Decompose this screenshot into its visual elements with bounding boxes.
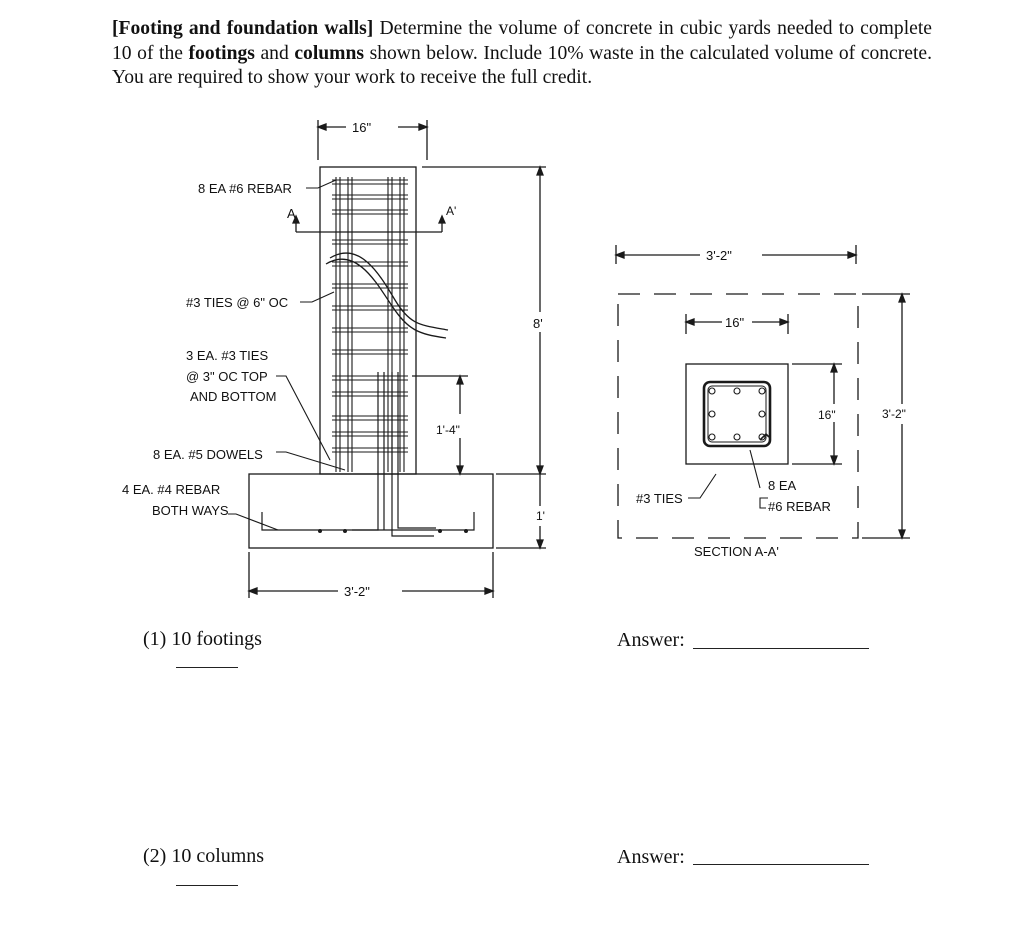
column-outline [320,167,416,474]
column-ties [332,180,408,452]
section-column-width-text: 16" [725,315,745,330]
top-bottom-ties-line3: AND BOTTOM [190,389,277,404]
section-footing-width-text: 3'-2" [706,248,732,263]
question-1-label: (1) 10 footings [143,628,262,650]
answer-1-label: Answer: [617,629,685,651]
footing-depth-text: 1' [536,509,545,523]
section-column-width-dimension [686,314,788,334]
column-width-text: 16" [352,120,372,135]
footing-bottom-rebar [262,512,474,533]
section-footing-depth-dimension [862,294,910,538]
problem-text-3: shown below. Include 10% waste in the calculated volume of concrete. You are required to show your work to receive the full credit. [112,42,932,88]
section-title: SECTION A-A' [694,544,779,559]
vertical-rebar-label: 8 EA #6 REBAR [198,181,292,196]
section-view [616,245,910,559]
question-1-work-line [176,667,238,668]
section-leaders [688,450,768,508]
footing-rebar-line2: BOTH WAYS [152,503,229,518]
section-column-depth-text: 16" [818,408,836,422]
section-column-depth-dimension [792,364,842,464]
section-column-outline [686,364,788,464]
column-width-dimension [318,120,427,160]
top-bottom-ties-line1: 3 EA. #3 TIES [186,348,269,363]
footing-rebar-line1: 4 EA. #4 REBAR [122,482,221,497]
footing-width-text: 3'-2" [344,584,370,599]
problem-text-1: Determine the volume of concrete in cubic yards needed to complete 10 of the [112,18,932,64]
answer-2-blank[interactable] [693,864,869,865]
section-footing-width-dimension [616,245,856,264]
section-mark-a: A [287,206,296,221]
ties-label: #3 TIES @ 6" OC [186,295,289,310]
footing-width-dimension [249,552,493,599]
section-tie-outer [704,382,770,446]
height-text: 8' [533,316,543,331]
section-cut-line [287,204,456,232]
top-bottom-ties-line2: @ 3" OC TOP [186,369,268,384]
problem-text-2: and [254,42,295,64]
question-2-label: (2) 10 columns [143,845,265,867]
question-2-work-line [176,885,238,886]
section-ties-label: #3 TIES [636,491,683,506]
section-footing-depth-text: 3'-2" [882,407,906,421]
section-mark-a-prime: A' [446,204,457,218]
answer-2-label: Answer: [617,846,685,868]
keyword-columns: columns [294,42,365,64]
section-rebar-line1: 8 EA [768,478,797,493]
footing-outline [249,474,493,548]
dowel-length-text: 1'-4" [436,423,460,437]
problem-topic: [Footing and foundation walls] [112,18,374,39]
section-rebar-line2: #6 REBAR [768,499,831,514]
footing-dowels [352,372,436,536]
elevation-labels [122,181,292,518]
answer-1-blank[interactable] [693,648,869,649]
dowels-label: 8 EA. #5 DOWELS [153,447,263,462]
section-labels [636,478,831,559]
keyword-footings: footings [188,42,255,64]
elevation-view [122,120,546,599]
column-vertical-rebar [336,177,404,472]
section-rebar-dots [709,388,765,440]
footing-depth-dimension [496,474,546,548]
dowel-length-dimension [412,376,468,474]
